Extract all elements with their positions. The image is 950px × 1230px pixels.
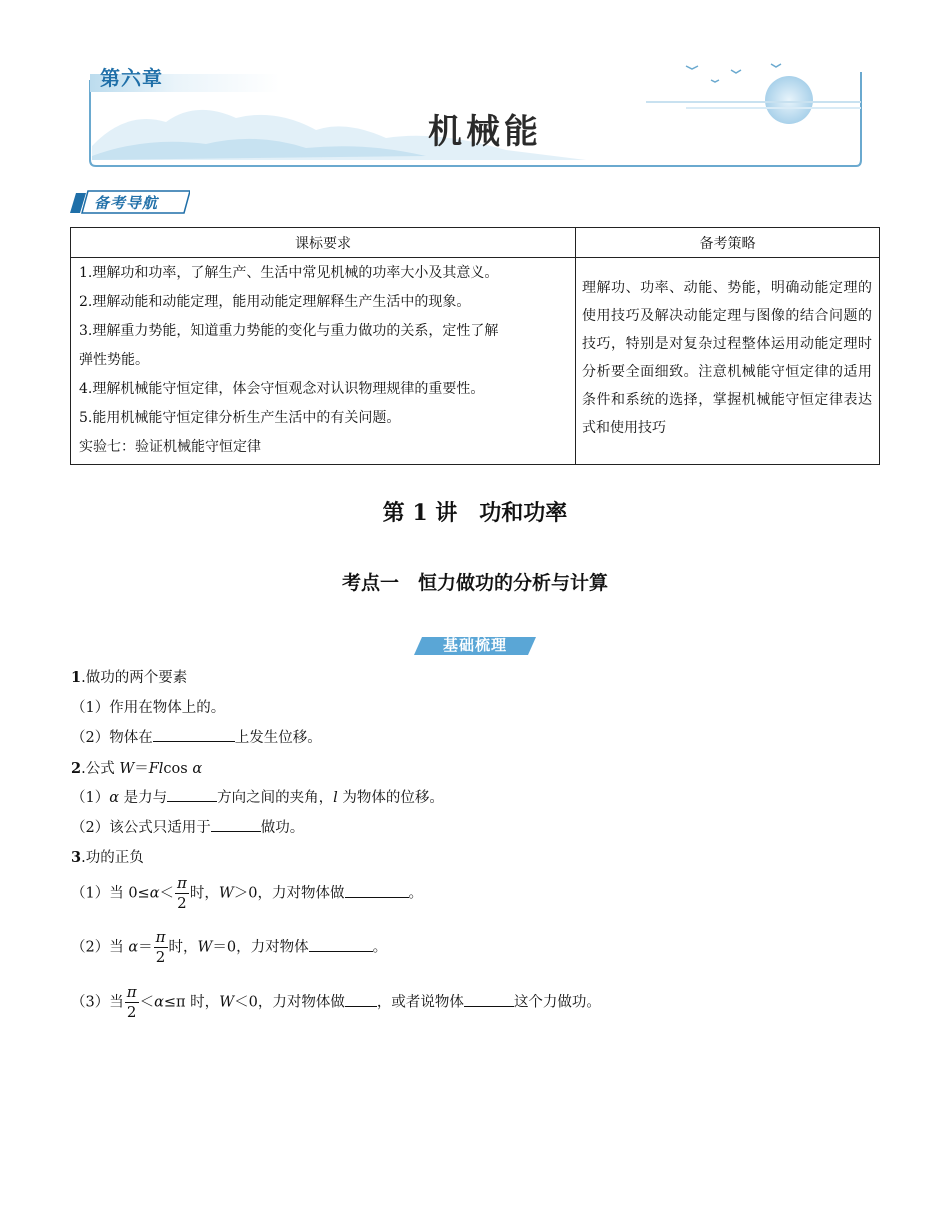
requirement-item: 3.理解重力势能，知道重力势能的变化与重力做功的关系，定性了解 [79, 323, 499, 339]
section-2-item-1: （1）α 是力与 方向之间的夹角，l 为物体的位移。 [71, 786, 444, 807]
section-3-item-3: （3）当 $\frac{\pi}{2}$ ＜α≤π 时，W＜0，力对物体做 ，或者说物体 这个力做功。 [71, 983, 601, 1021]
table-header-requirements: 课标要求 [71, 228, 576, 258]
table-header-strategy: 备考策略 [576, 228, 880, 258]
answer-blank[interactable] [211, 817, 261, 832]
topic-title: 考点一 恒力做功的分析与计算 [341, 572, 608, 594]
requirement-item: 弹性势能。 [79, 352, 149, 368]
section-1-item-1: （1）作用在物体上的。 [71, 700, 226, 716]
requirement-item: 1.理解功和功率，了解生产、生活中常见机械的功率大小及其意义。 [79, 265, 499, 281]
section-3-item-1: （1）当 0≤α＜ $\frac{\pi}{2}$ 时，W＞0，力对物体做 。 [71, 874, 424, 912]
section-3-item-2: （2）当 α＝ $\frac{\pi}{2}$ 时，W＝0，力对物体 。 [71, 928, 388, 966]
requirement-item: 5.能用机械能守恒定律分析生产生活中的有关问题。 [79, 410, 401, 426]
pi-over-2-fraction: $\frac{\pi}{2}$ [155, 928, 166, 966]
requirements-table [70, 227, 880, 465]
strategy-text: 理解功、功率、动能、势能，明确动能定理的使用技巧及解决动能定理与图像的结合问题的技巧，特别是对复杂过程整体运用动能定理时分析要全面细致。注意机械能守恒定律的适用条件和系统的选择，掌握机械能守恒定律表达式和使用技巧 [582, 280, 872, 436]
pi-over-2-fraction: $\frac{\pi}{2}$ [177, 874, 187, 912]
strategy-cell [576, 258, 880, 465]
answer-blank[interactable] [345, 992, 377, 1007]
chapter-title: 机械能 [428, 112, 542, 152]
pi-over-2-fraction: $\frac{\pi}{2}$ [126, 983, 137, 1021]
requirement-item: 实验七：验证机械能守恒定律 [79, 439, 261, 455]
requirements-cell [71, 258, 576, 465]
answer-blank[interactable] [309, 937, 373, 952]
section-2-heading: 2.公式 W＝Flcos α [71, 760, 203, 777]
answer-blank[interactable] [153, 727, 235, 742]
answer-blank[interactable] [464, 992, 514, 1007]
section-1-heading: 1.做功的两个要素 [71, 669, 188, 686]
section-3-heading: 3.功的正负 [71, 849, 144, 866]
answer-blank[interactable] [345, 883, 409, 898]
section-1-item-2: （2）物体在 上发生位移。 [71, 726, 322, 747]
chapter-label: 第六章 [100, 66, 163, 90]
requirement-item: 4.理解机械能守恒定律，体会守恒观念对认识物理规律的重要性。 [79, 381, 485, 397]
requirement-item: 2.理解动能和动能定理，能用动能定理解释生产生活中的现象。 [79, 294, 471, 310]
nav-header-title: 备考导航 [94, 194, 159, 212]
section-2-item-2: （2）该公式只适用于 做功。 [71, 816, 304, 837]
answer-blank[interactable] [167, 787, 217, 802]
lecture-title: 第 1 讲 功和功率 [382, 500, 568, 526]
basic-section-title: 基础梳理 [442, 636, 507, 654]
